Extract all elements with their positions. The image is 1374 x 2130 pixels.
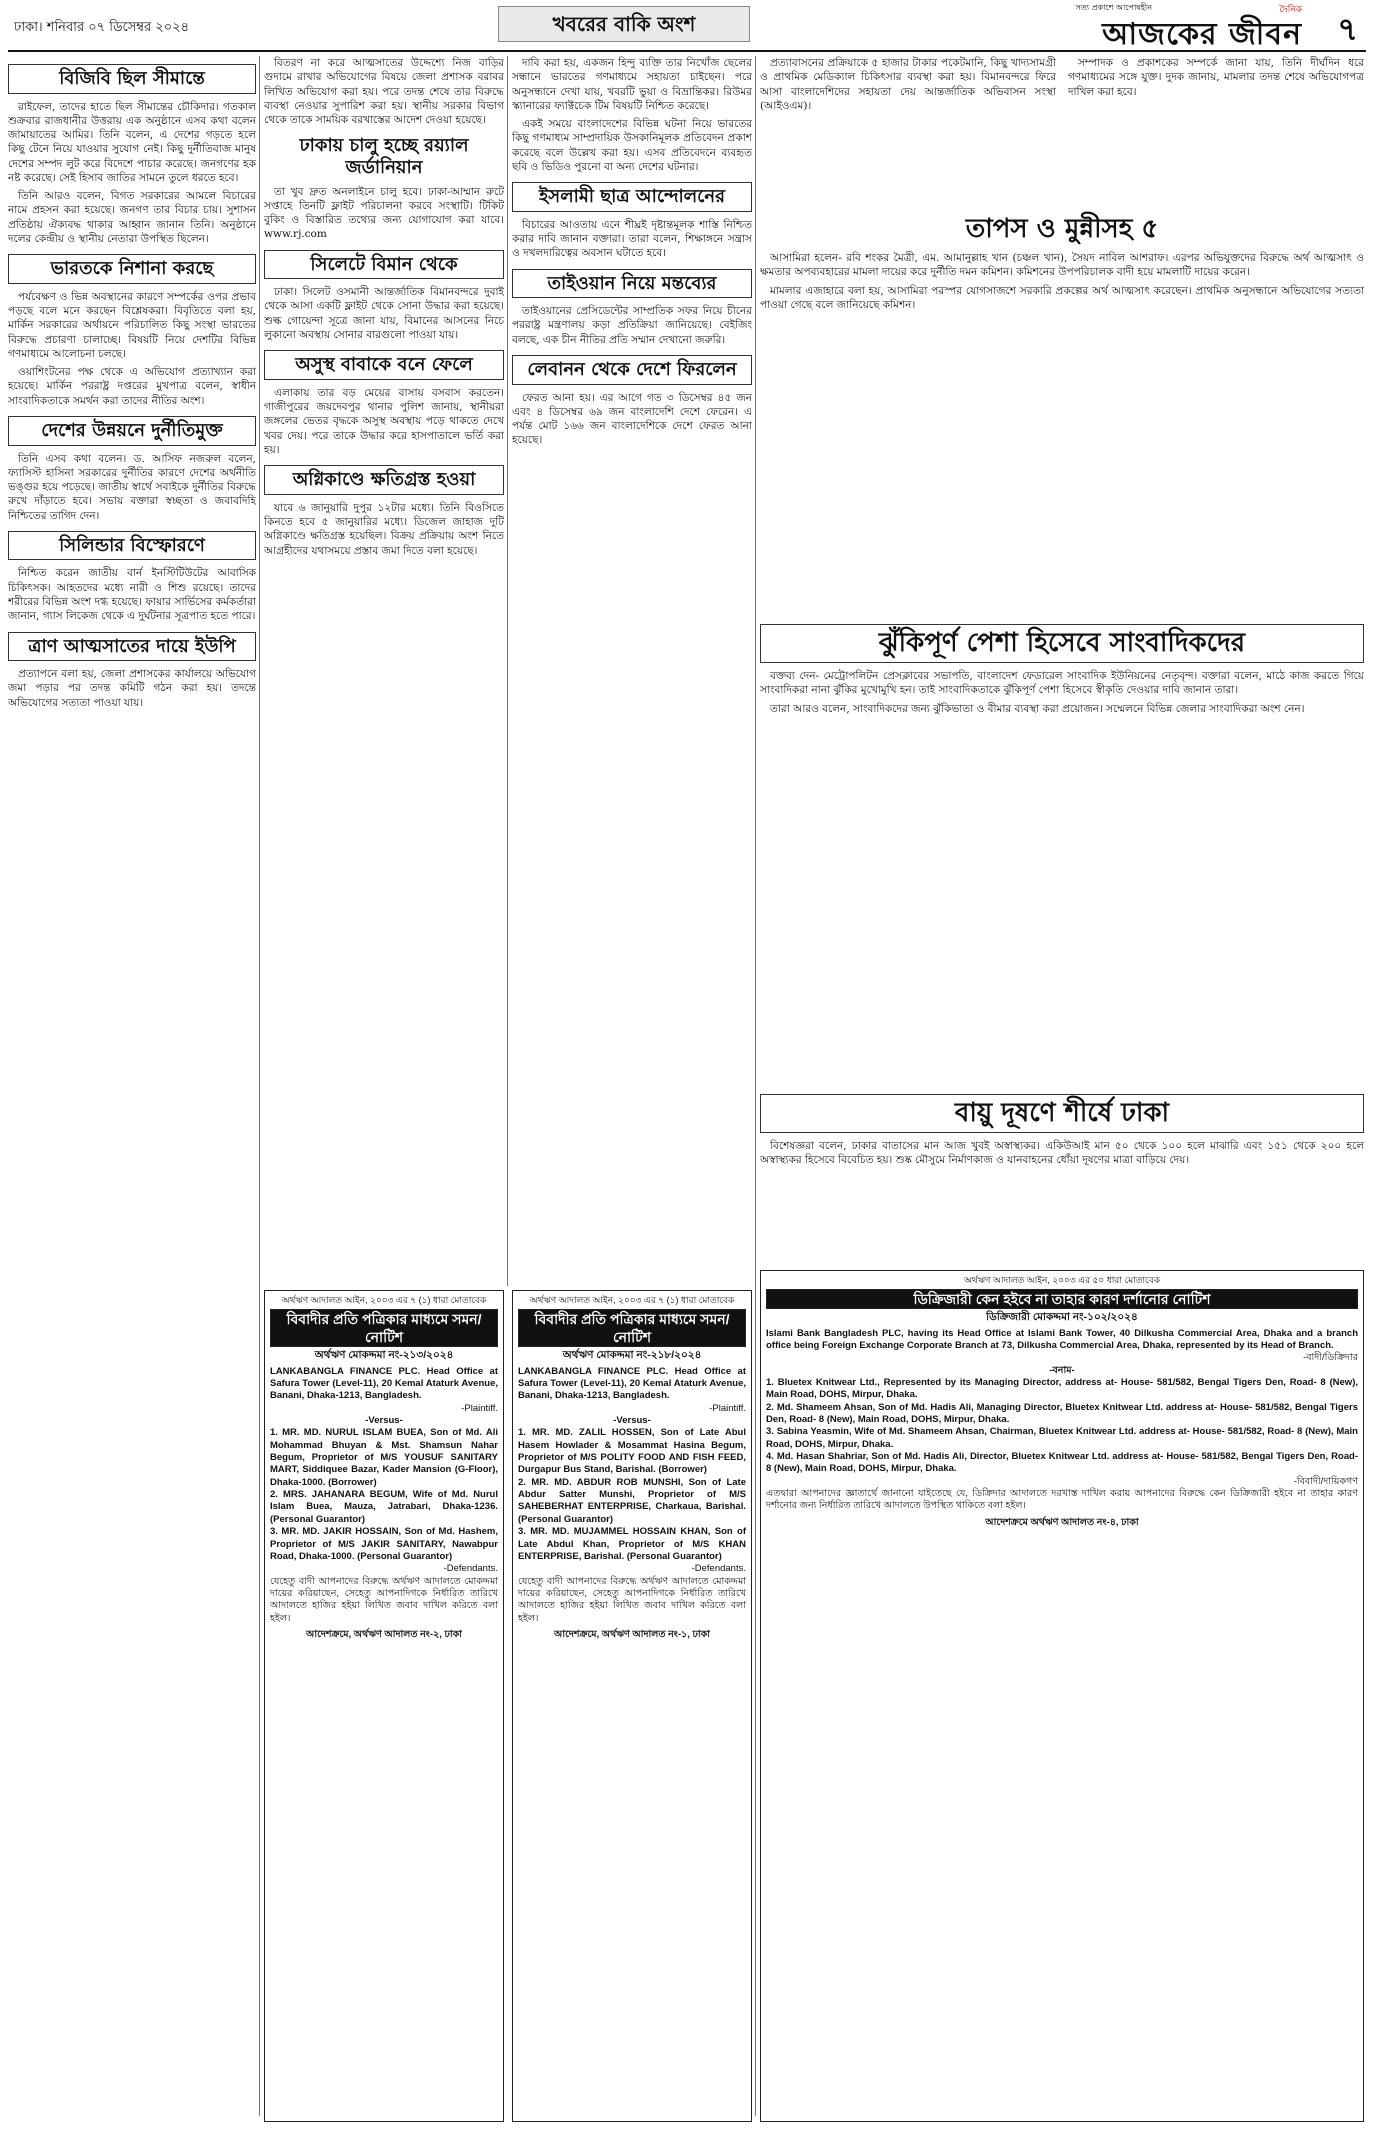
headline: অসুস্থ বাবাকে বনে ফেলে: [264, 350, 504, 380]
notice-versus: -Versus-: [613, 1415, 651, 1427]
headline: ঢাকায় চালু হচ্ছে রয়্যাল জর্ডানিয়ান: [299, 135, 469, 178]
notice-title: ডিক্রিজারী কেন হইবে না তাহার কারণ দর্শানোর নোটিশ: [766, 1289, 1358, 1309]
notice-body: যেহেতু বাদী আপনাদের বিরুদ্ধে অর্থঋণ আদালতে মোকদ্দমা দায়ের করিয়াছেন, সেহেতু আপনাদিগকে নির্ধারিত তারিখে আদালতে হাজির হইয়া লিখিত জবাব দাখিল করিতে বলা হইল।: [270, 1575, 498, 1624]
article-text: বিশেষজ্ঞরা বলেন, ঢাকার বাতাসের মান আজ খুবই অস্বাস্থ্যকর। একিউআই মান ৫০ থেকে ১০০ হলে মাঝারি এবং ১৫১ থেকে ২০০ হলে অস্বাস্থ্যকর হিসেবে বিবেচিত হয়। শুষ্ক মৌসুমে নির্মাণকাজ ও যানবাহনের ধোঁয়া দূষণের মাত্রা বাড়িয়ে দেয়।: [760, 1140, 1364, 1167]
notice-label: -Plaintiff.: [461, 1402, 498, 1414]
article-block: [760, 616, 1364, 720]
article-text: তিনি আরও বলেন, বিগত সরকারের আমলে বিচারের নামে প্রহসন করা হয়েছে। জনগণ তার বিচার চায়। সুশাসন প্রতিষ্ঠায় ঐক্যবদ্ধ থাকার আহ্বান জানান তিনি। অনুষ্ঠানে দলের কেন্দ্রীয় ও স্থানীয় নেতারা উপস্থিত ছিলেন।: [8, 190, 256, 245]
notice-versus: -Versus-: [365, 1415, 403, 1427]
legal-notice: [760, 1270, 1364, 2122]
article-text: মামলার এজাহারে বলা হয়, আসামিরা পরস্পর যোগসাজশে সরকারি প্রকল্পের অর্থ আত্মসাৎ করেছেন। প্রাথমিক অনুসন্ধানে অভিযোগের সত্যতা পাওয়া গেছে বলে জানিয়েছে কমিশন।: [760, 284, 1364, 311]
article-text: বিচারের আওতায় এনে শীঘ্রই দৃষ্টান্তমূলক শাস্তি নিশ্চিত করার দাবি জানান বক্তারা। তারা বলেন, শিক্ষাঙ্গনে সন্ত্রাস ও দখলদারিত্বের অবসান ঘটাতে হবে।: [512, 218, 752, 260]
article-text: ঢাকা। সিলেট ওসমানী আন্তর্জাতিক বিমানবন্দরে দুবাই থেকে আসা একটি ফ্লাইট থেকে সোনা উদ্ধার করা হয়েছে। শুল্ক গোয়েন্দা সূত্রে জানা যায়, বিমানের আসনের নিচে লুকানো অবস্থায় সোনার বারগুলো পাওয়া যায়।: [264, 286, 504, 341]
legal-notice: [512, 1290, 752, 2122]
page-number: ৭: [1337, 10, 1358, 48]
headline: বায়ু দূষণে শীর্ষে ঢাকা: [760, 1094, 1364, 1133]
newspaper-logo: [1072, 2, 1302, 52]
headline: তাপস ও মুন্নীসহ ৫: [965, 214, 1159, 244]
column-2: [264, 56, 504, 1286]
column-1: [8, 56, 256, 2116]
column-rule: [755, 56, 756, 2116]
headline: ভারতকে নিশানা করছে: [8, 254, 256, 284]
notice-label: -Defendants.: [691, 1563, 746, 1575]
notice-title: বিবাদীর প্রতি পত্রিকার মাধ্যমে সমন/নোটিশ: [270, 1309, 498, 1347]
headline: তাইওয়ান নিয়ে মন্তব্যের: [512, 269, 752, 299]
article-text: এলাকায় তার বড় মেয়ের বাসায় বসবাস করতেন। গাজীপুরের জয়দেবপুর থানার পুলিশ জানায়, স্থানীয়রা জঙ্গলের ভেতর বৃদ্ধকে অসুস্থ অবস্থায় পড়ে থাকতে দেখে খবর দেয়। পরে তাকে উদ্ধার করে হাসপাতালে ভর্তি করা হয়।: [264, 386, 504, 456]
notice-label: -Plaintiff.: [709, 1402, 746, 1414]
article-text: ওয়াশিংটনের পক্ষ থেকে এ অভিযোগ প্রত্যাখ্যান করা হয়েছে। মার্কিন পররাষ্ট্র দপ্তরের মুখপাত্র বলেন, স্বাধীন সাংবাদিকতাকে সমর্থন করা তাদের নীতির অংশ।: [8, 366, 256, 407]
article-text: ফেরত আনা হয়। এর আগে গত ৩ ডিসেম্বর ৪৫ জন এবং ৪ ডিসেম্বর ৬৯ জন বাংলাদেশি দেশে ফেরেন। এ পর্যন্ত মোট ১৬৬ জন বাংলাদেশিকে দেশে ফেরত আনা হয়েছে।: [512, 391, 752, 447]
issue-date: ঢাকা। শনিবার ০৭ ডিসেম্বর ২০২৪: [14, 20, 190, 35]
legal-notice: [264, 1290, 504, 2122]
notice-footer: আদেশক্রমে, অর্থঋণ আদালত নং-১, ঢাকা: [553, 1628, 710, 1640]
notice-defendant: 1. Bluetex Knitwear Ltd., Represented by its Managing Director, address at- House- 581/582, Bengal Tigers Den, Road- 8 (New), Main Road, DOHS, Mirpur, Dhaka.: [766, 1376, 1358, 1401]
logo-tagline: সত্য প্রকাশে আপোষহীন: [1075, 3, 1152, 12]
article-text: রাইফেল, তাদের হাতে ছিল সীমান্তের চৌকিদার। গতকাল শুক্রবার রাজধানীর উত্তরায় এক অনুষ্ঠানে এসব কথা বলেন জামায়াতের আমির। তিনি বলেন, এ দেশের গড়তে হলে কিছু টেনে নিয়ে যাওয়ার সুযোগ নেই। কিছু দুর্নীতিবাজ মানুষ দেশের সম্পদ লুট করে বিদেশে পাচার করেছে। জনগণের হক নষ্ট করেছে। সেই হিসাব জাতির সামনে তুলে ধরতে হবে।: [8, 100, 256, 184]
article-text: তাইওয়ানের প্রেসিডেন্টের সাম্প্রতিক সফর নিয়ে চীনের পররাষ্ট্র মন্ত্রণালয় কড়া প্রতিক্রিয়া জানিয়েছে। বেইজিং বলছে, এক চীন নীতির প্রতি সম্মান দেখানো জরুরি।: [512, 305, 752, 346]
notice-defendant: 2. MR. MD. ABDUR ROB MUNSHI, Son of Late Abdur Satter Munshi, Proprietor of M/S SAHEBERHAT ENTERPRISE, Charkaua, Barishal. (Personal Guarantor): [518, 1476, 746, 1525]
article-text: প্রত্যাপনে বলা হয়, জেলা প্রশাসকের কার্যালয়ে অভিযোগ জমা পড়ার পর তদন্ত কমিটি গঠন করা হয়। তদন্তে অভিযোগের সত্যতা পাওয়া যায়।: [8, 668, 256, 709]
notice-defendant: 3. Sabina Yeasmin, Wife of Md. Shameem Ahsan, Chairman, Bluetex Knitwear Ltd. address at- House- 581/582, Road- 8 (New), Main Road, DOHS, Mirpur, Dhaka.: [766, 1426, 1358, 1450]
headline: ইসলামী ছাত্র আন্দোলনের: [512, 182, 752, 212]
column-rule: [507, 56, 508, 1286]
notice-defendant: 2. Md. Shameem Ahsan, Son of Md. Hadis Ali, Managing Director, Bluetex Knitwear Ltd. address at- House- 581/582, Bengal Tigers Den, Road- 8 (New), Main Road, DOHS, Mirpur, Dhaka.: [766, 1401, 1358, 1425]
notice-label: -বিবাদী/দায়িকগণ: [1293, 1475, 1358, 1487]
section-title: খবরের বাকি অংশ: [498, 6, 750, 42]
notice-plaintiff: LANKABANGLA FINANCE PLC. Head Office at Safura Tower (Level-11), 20 Kemal Ataturk Avenue, Banani, Dhaka-1213, Bangladesh.: [518, 1365, 746, 1402]
column-rule: [259, 56, 260, 2116]
article-text: তারা আরও বলেন, সাংবাদিকদের জন্য ঝুঁকিভাতা ও বীমার ব্যবস্থা করা প্রয়োজন। সম্মেলনে বিভিন্ন জেলার সাংবাদিকরা অংশ নেন।: [770, 702, 1305, 715]
article-text: আসামিরা হলেন- রবি শংকর মৈত্রী, এম. আমানুল্লাহ খান (চঞ্চল খান), সৈয়দ নাবিল আশরাফ। এরপর অভিযুক্তদের বিরুদ্ধে অর্থ আত্মসাৎ ও ক্ষমতার অপব্যবহারের মামলা দায়ের করে দুর্নীতি দমন কমিশন। কমিশনের উপপরিচালক বাদী হয়ে মামলাটি দায়ের করেন।: [760, 252, 1364, 279]
article-text: তিনি এসব কথা বলেন। ড. আসিফ নজরুল বলেন, ফ্যাসিস্ট হাসিনা সরকারের দুর্নীতির কারণে দেশের অর্থনীতি ভঙ্গুর হয়ে পড়েছে। জাতীয় স্বার্থে সবাইকে দুর্নীতির বিরুদ্ধে রুখে দাঁড়াতে হবে। সভায় বক্তারা স্বচ্ছতা ও জবাবদিহি নিশ্চিতের তাগিদ দেন।: [8, 452, 256, 522]
notice-defendant: 3. MR. MD. JAKIR HOSSAIN, Son of Md. Hashem, Proprietor of M/S JAKIR SANITARY, Nawabpur Road, Dhaka-1000. (Personal Guarantor): [270, 1526, 498, 1562]
masthead: [8, 0, 1366, 52]
notice-footer: আদেশক্রমে, অর্থঋণ আদালত নং-২, ঢাকা: [305, 1628, 463, 1640]
article-text: পর্যবেক্ষণ ও ভিন্ন অবস্থানের কারণে সম্পর্কের ওপর প্রভাব পড়ছে বলে মনে করছেন বিশ্লেষকরা। বিবৃতিতে বলা হয়, মার্কিন সরকারের অর্থায়নে পরিচালিত কিছু সংস্থা ভারতের বিরুদ্ধে প্রচারণা চালাচ্ছে। বিষয়টি নিয়ে দেশটির বিভিন্ন গণমাধ্যমে আলোচনা চলছে।: [8, 290, 256, 360]
article-text: বক্তব্য দেন- মেট্রোপলিটন প্রেসক্লাবের সভাপতি, বাংলাদেশ ফেডারেল সাংবাদিক ইউনিয়নের নেতৃবৃন্দ। বক্তারা বলেন, মাঠে কাজ করতে গিয়ে সাংবাদিকরা নানা ঝুঁকির মুখোমুখি হন। তাই সাংবাদিকতাকে ঝুঁকিপূর্ণ পেশা হিসেবে স্বীকৃতি দেওয়ার দাবি জানান তারা।: [760, 670, 1364, 697]
article-text: একই সময়ে বাংলাদেশের বিভিন্ন ঘটনা নিয়ে ভারতের কিছু গণমাধ্যম সাম্প্রদায়িক উসকানিমূলক প্রতিবেদন প্রকাশ করেছে বলে উল্লেখ করা হয়। এসব প্রতিবেদনে ব্যবহৃত ছবি ও ভিডিও পুরনো বা অন্য দেশের ঘটনার।: [512, 118, 752, 173]
article-text: যাবে ৬ জানুয়ারি দুপুর ১২টার মধ্যে। তিনি বিওসিতে কিনতে হবে ৫ জানুয়ারির মধ্যে। ডিজেল জাহাজ দুটি অগ্নিকাণ্ডে ক্ষতিগ্রস্ত হয়েছিল। বিক্রয় প্রক্রিয়ায় অংশ নিতে আগ্রহীদের যথাসময়ে প্রস্তাব জমা দিতে বলা হয়েছে।: [264, 501, 504, 557]
article-text: বিতরণ না করে আত্মসাতের উদ্দেশ্যে নিজ বাড়ির গুদামে রাখার অভিযোগের বিষয়ে জেলা প্রশাসক বরাবর লিখিত অভিযোগ করা হয়। পরে তদন্ত শেষে তার বিরুদ্ধে ব্যবস্থা নেওয়ার সুপারিশ করা হয়। স্থানীয় সরকার বিভাগ থেকে তাকে সাময়িক বরখাস্তের আদেশ দেওয়া হয়েছে।: [264, 57, 504, 127]
logo-text: আজকের জীবন: [1102, 17, 1302, 52]
headline: ত্রাণ আত্মসাতের দায়ে ইউপি: [8, 632, 256, 662]
notice-law: অর্থঋণ আদালত আইন, ২০০৩ এর ৫০ ধারা মোতাবেক: [963, 1275, 1160, 1285]
headline: বিজিবি ছিল সীমান্তে: [8, 64, 256, 94]
notice-defendant: 1. MR. MD. ZALIL HOSSEN, Son of Late Abul Hasem Howlader & Mosammat Hasina Begum, Proprietor of M/S POLITY FOOD AND FISH FEED, Durgapur Bus Stand, Barishal. (Borrower): [518, 1427, 746, 1476]
notice-defendant: 2. MRS. JAHANARA BEGUM, Wife of Md. Nurul Islam Buea, Mauza, Jatrabari, Dhaka-1236. (Personal Guarantor): [270, 1489, 498, 1525]
headline: সিলিন্ডার বিস্ফোরণে: [8, 531, 256, 561]
headline: লেবানন থেকে দেশে ফিরলেন: [512, 355, 752, 385]
article-text: তা খুব দ্রুত অনলাইনে চালু হবে। ঢাকা-আম্মান রুটে সপ্তাহে তিনটি ফ্লাইট পরিচালনা করবে সংস্থাটি। টিকিট বুকিং ও বিস্তারিত তথ্যের জন্য যোগাযোগ করা যাবে। www.rj.com: [264, 185, 504, 241]
article-block: [760, 206, 1364, 316]
logo-daily: দৈনিক: [1279, 5, 1302, 15]
article-text: প্রত্যাবাসনের প্রক্রিয়াকে ৫ হাজার টাকার পকেটমানি, কিছু খাদ্যসামগ্রী ও প্রাথমিক মেডিক্যাল চিকিৎসার ব্যবস্থা করা হয়। বিমানবন্দরে ফিরে আসা বাংলাদেশিদের সহায়তা দেয় আন্তর্জাতিক অভিবাসন সংস্থা (আইওএম)।: [760, 57, 1056, 112]
notice-versus: -বনাম-: [1049, 1364, 1075, 1376]
notice-case-number: অর্থঋণ মোকদ্দমা নং-২১৩/২০২৪: [314, 1349, 454, 1362]
notice-body: এতদ্বারা আপনাদের জ্ঞাতার্থে জানানো যাইতেছে যে, ডিক্রিদার আদালতে দরখাস্ত দাখিল করায় আপনাদের বিরুদ্ধে কেন ডিক্রিজারী হইবে না তাহার কারণ দর্শানোর জন্য নির্ধারিত তারিখে আদালতে উপস্থিত থাকিতে বলা হইল।: [766, 1487, 1358, 1512]
column-3: [512, 56, 752, 1286]
headline: ঝুঁকিপূর্ণ পেশা হিসেবে সাংবাদিকদের: [760, 624, 1364, 663]
headline: সিলেটে বিমান থেকে: [264, 250, 504, 280]
article-block: [760, 1086, 1364, 1172]
notice-case-number: ডিক্রিজারী মোকদ্দমা নং-১০২/২০২৪: [986, 1310, 1138, 1323]
notice-title: বিবাদীর প্রতি পত্রিকার মাধ্যমে সমন/নোটিশ: [518, 1309, 746, 1347]
headline: দেশের উন্নয়নে দুর্নীতিমুক্ত: [8, 416, 256, 446]
notice-defendant: 1. MR. MD. NURUL ISLAM BUEA, Son of Md. Ali Mohammad Bhuyan & Mst. Shamsun Nahar Begum, Proprietor of M/S YOUSUF SANITARY MART, Siddiquee Bazar, Kader Mansion (G-Floor), Dhaka-1000. (Borrower): [270, 1427, 498, 1488]
notice-body: যেহেতু বাদী আপনাদের বিরুদ্ধে অর্থঋণ আদালতে মোকদ্দমা দায়ের করিয়াছেন, সেহেতু আপনাদিগকে নির্ধারিত তারিখে আদালতে হাজির হইয়া লিখিত জবাব দাখিল করিতে বলা হইল।: [518, 1575, 746, 1624]
article-text: সম্পাদক ও প্রকাশকের সম্পর্কে জানা যায়, তিনি দীর্ঘদিন ধরে গণমাধ্যমের সঙ্গে যুক্ত। দুদক জানায়, মামলার তদন্ত শেষে অভিযোগপত্র দাখিল করা হবে।: [1068, 57, 1364, 98]
notice-footer: আদেশক্রমে অর্থঋণ আদালত নং-৪, ঢাকা: [985, 1516, 1139, 1528]
article-text: দাবি করা হয়, একজন হিন্দু ব্যক্তি তার নিখোঁজ ছেলের সন্ধানে ভারতের গণমাধ্যমে সহায়তা চাইছেন। পরে অনুসন্ধানে দেখা যায়, খবরটি ভুয়া ও বিভ্রান্তিকর। রিউমর স্ক্যানারের ফ্যাক্টচেক টিম বিষয়টি নিশ্চিত করেছে।: [512, 57, 752, 112]
headline: অগ্নিকাণ্ডে ক্ষতিগ্রস্ত হওয়া: [264, 465, 504, 495]
notice-defendant: 3. MR. MD. MUJAMMEL HOSSAIN KHAN, Son of Late Abdul Khan, Proprietor of M/S KHAN ENTERPRISE, Barishal. (Personal Guarantor): [518, 1526, 746, 1562]
notice-law: অর্থঋণ আদালত আইন, ২০০৩ এর ৭ (১) ধারা মোতাবেক: [281, 1295, 487, 1305]
notice-law: অর্থঋণ আদালত আইন, ২০০৩ এর ৭ (১) ধারা মোতাবেক: [529, 1295, 735, 1305]
notice-case-number: অর্থঋণ মোকদ্দমা নং-২১৮/২০২৪: [562, 1349, 702, 1362]
article-text: নিশ্চিত করেন জাতীয় বার্ন ইনস্টিটিউটের আবাসিক চিকিৎসক। আহতদের মধ্যে নারী ও শিশু রয়েছে। তাদের শরীরের বিভিন্ন অংশ দগ্ধ হয়েছে। ফায়ার সার্ভিসের কর্মকর্তারা জানান, গ্যাস লিকেজ থেকে এ দুর্ঘটনার সূত্রপাত হতে পারে।: [8, 567, 256, 623]
notice-label: -Defendants.: [443, 1563, 498, 1575]
notice-defendant: 4. Md. Hasan Shahriar, Son of Md. Hadis Ali, Director, Bluetex Knitwear Ltd. address at- House- 581/582, Bengal Tigers Den, Road- 8 (New), Main Road, DOHS, Mirpur, Dhaka.: [766, 1450, 1358, 1475]
notice-plaintiff: Islami Bank Bangladesh PLC, having its Head Office at Islami Bank Tower, 40 Dilkusha Commercial Area, Dhaka and a branch office being Foreign Exchange Corporate Branch at 73, Dilkusha Commercial Area, Dhaka, represented by its Head of Branch.: [766, 1327, 1358, 1351]
notice-label: -বাদী/ডিক্রিদার: [1303, 1352, 1358, 1364]
notice-plaintiff: LANKABANGLA FINANCE PLC. Head Office at Safura Tower (Level-11), 20 Kemal Ataturk Avenue, Banani, Dhaka-1213, Bangladesh.: [270, 1365, 498, 1402]
